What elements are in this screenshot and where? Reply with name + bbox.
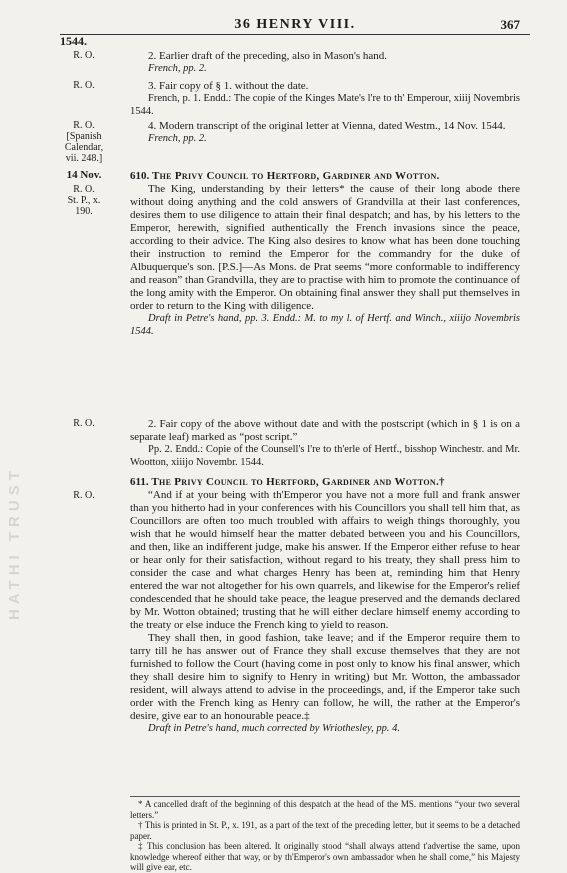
margin-line: [Spanish — [66, 131, 102, 142]
margin-line: R. O. — [73, 120, 95, 131]
entry-body-paragraph: “And if at your being with th'Emperor you have not a more full and frank answer than you hitherto had in your conferences with his Councillors you shall tell him that, as Councillors are often too much troubled with affairs to weigh things thoroughly, you wish that he would himself hear the matter debated between you and his Councillors, and then, like an indifferent judge, make his answer. If the Emperor either refuse to hear or hear only for their satisfaction, without regard to his treaty, they shall press him to consider the case and what charges Henry has been at, reminding him that Henry entered the war not altogether for his own quarrels, and likewise for the Emperor's relief condescended that he should take peace, the league preserved and the demands declared by Mr. Wotton obtained; trusting that he will either declare himself enemy according to the treaty or else induce the French king to yield to reason. — [130, 489, 520, 631]
entry-line: 3. Fair copy of § 1. without the date. — [148, 80, 309, 92]
entry-number: 611. — [130, 476, 149, 488]
entry-text — [130, 120, 520, 146]
footnotes — [130, 796, 520, 873]
entry-title: The Privy Council to Hertford, Gardiner and Wotton.† — [151, 476, 445, 488]
entry-source-note: French, pp. 2. — [148, 133, 207, 144]
margin-source: R. O. — [73, 490, 95, 501]
watermark: HATHI TRUST — [6, 466, 23, 620]
entry-text — [130, 170, 520, 338]
entry-text — [130, 476, 520, 736]
entry-heading — [130, 170, 520, 183]
margin-line: Calendar, — [64, 142, 104, 153]
footnote: * A cancelled draft of the beginning of this despatch at the head of the MS. mentions “your two several letters.” — [130, 799, 520, 820]
margin-source: R. O. — [73, 50, 95, 61]
margin-source: R. O. — [73, 80, 95, 91]
entry-text — [130, 80, 520, 118]
margin-source-block — [60, 120, 108, 164]
margin-line: vii. 248.] — [65, 153, 103, 164]
margin-reference: St. P., x. 190. — [67, 195, 101, 217]
entry-title: The Privy Council to Hertford, Gardiner and Wotton. — [152, 170, 440, 182]
entry-source-note: French, p. 1. Endd.: The copie of the Kinges Mate's l're to th' Emperour, xiiij Novembris 1544. — [130, 93, 520, 117]
entry-number: 610. — [130, 170, 150, 182]
header-title: 36 HENRY VIII. — [234, 17, 356, 32]
entry-text — [130, 418, 520, 469]
footnote: ‡ This conclusion has been altered. It originally stood “shall always attend t'advertise the same, upon knowledge whereof either that way, or by th'Emperor's own ambassador when he shall come,” his Majesty will give ear, etc. — [130, 841, 520, 872]
entry-line: 4. Modern transcript of the original letter at Vienna, dated Westm., 14 Nov. 1544. — [148, 120, 506, 132]
page-number: 367 — [500, 17, 520, 32]
entry-text — [130, 50, 520, 76]
running-header — [60, 18, 530, 35]
year-label: 1544. — [60, 34, 87, 48]
margin-date: 14 Nov. — [66, 169, 102, 181]
margin-source: R. O. — [73, 184, 95, 195]
entry-source-note: French, pp. 2. — [148, 63, 207, 74]
footnote: † This is printed in St. P., x. 191, as a part of the text of the preceding letter, but it seems to be a detached paper. — [130, 820, 520, 841]
entry-source-note: Pp. 2. Endd.: Copie of the Counsell's l're to th'erle of Hertf., bisshop Winchestr. and Mr. Wootton, xiiijo Novembr. 1544. — [130, 444, 520, 468]
entry-heading — [130, 476, 520, 489]
entry-line: 2. Fair copy of the above without date and with the postscript (which in § 1 is on a separate leaf) marked as “post script.” — [130, 418, 520, 443]
entry-source-note: Draft in Petre's hand, pp. 3. Endd.: M. to my l. of Hertf. and Winch., xiiijo Novembris 1544. — [130, 313, 520, 337]
entry-source-note: Draft in Petre's hand, much corrected by Wriothesley, pp. 4. — [148, 723, 400, 734]
entry-body-paragraph: They shall then, in good fashion, take leave; and if the Emperor require them to tarry till he has answer out of France they shall excuse themselves that they are not furnished to follow the Court (having come in post only to know his final answer, which they shall desire him to signify to Henry in writing) but Mr. Wotton, the ambassador resident, will always attend to advise in the proceedings, and, if the Emperor take such order with the French king as Henry can follow, he will, the rather at the Emperor's desire, give ear to an honourable peace.‡ — [130, 632, 520, 722]
entry-body: The King, understanding by their letters* the cause of their long abode there without doing anything and the cold answers of Grandvilla at their last conferences, desires them to use diligence to attain their final despatch; and has, by his letters to the Emperor, herewith, signified authentically the French invasions since the peace, according to their advice. The King also desires to know what has been done touching their instruction to remind the Emperor for the commandry for the duke of Albuquerque's son. [P.S.]—As Mons. de Prat seems “more conformable to indifferency and reason” than Grandvilla, they are to practise with him to promote the continuance of the long amity with the Emperor. On obtaining final answer they shall put themselves in order to return to the King with diligence. — [130, 183, 520, 312]
entry-line: 2. Earlier draft of the preceding, also in Mason's hand. — [148, 50, 388, 62]
margin-source: R. O. — [73, 418, 95, 429]
